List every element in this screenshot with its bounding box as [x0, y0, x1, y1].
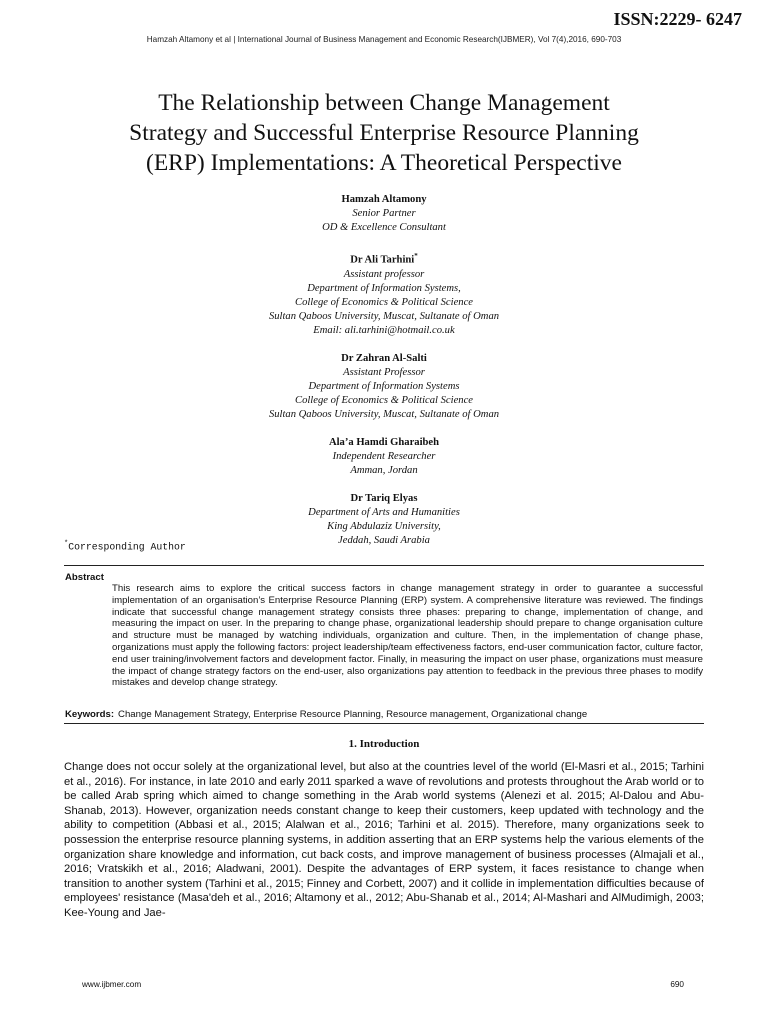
footer-website[interactable]: www.ijbmer.com	[82, 980, 142, 989]
author-affiliation: Jeddah, Saudi Arabia	[338, 534, 430, 546]
author-affiliation: College of Economics & Political Science	[295, 296, 473, 308]
abstract-top-rule	[64, 565, 704, 566]
author-affiliation: Assistant professor	[343, 268, 425, 280]
author-name: Hamzah Altamony	[341, 194, 427, 205]
abstract-label: Abstract	[65, 572, 104, 583]
corresponding-label: Corresponding Author	[68, 541, 186, 553]
author-name-text: Dr Ali Tarhini	[350, 254, 415, 266]
author-block	[134, 436, 634, 478]
author-affiliation: Amman, Jordan	[350, 464, 418, 476]
page-number: 690	[670, 980, 684, 989]
author-block	[134, 249, 634, 338]
corresponding-marker: *	[414, 252, 418, 260]
corresponding-marker: *	[64, 540, 69, 548]
author-block	[134, 352, 634, 422]
author-name: Dr Tariq Elyas	[350, 492, 418, 504]
author-affiliation: King Abdulaziz University,	[327, 520, 441, 532]
author-affiliation: Senior Partner	[352, 208, 416, 219]
introduction-text: Change does not occur solely at the organizational level, but also at the countries level of the world (El-Masri et al., 2015; Tarhini et al., 2016). For instance, in late 2010 and early 2011 sparked a wave of revolutions and protests throughout the Arab world or to be called Arab spring which aimed to change something in the Arab world systems (Alenezi et al. 2015; Al-Dalou and Abu-Shanab, 2013). However, organization needs constant change to keep their customers, keep updated with technology and the ability to competition (Abbasi et al., 2015; Alalwan et al., 2016; Tarhini et al. 2015). Therefore, many organizations seek to possession the enterprise resource planning systems, in addition asserting that an ERP systems help the various elements of the organization share knowledge and information, cut back costs, and improve management of business processes (Almajali et al., 2016; Vratskikh et al., 2016; Aladwani, 2001). Despite the advantages of ERP system, it faces resistance to change when transition to another system (Tarhini et al., 2015; Finney and Corbett, 2007) and it collide in implementation difficulties because of employees' resistance (Masa'deh et al., 2016; Altamony et al., 2012; Abu-Shanab et al., 2014; Al-Mashari and AlMudimigh, 2003; Kee-Young and Jae-	[64, 761, 704, 919]
keywords	[65, 709, 705, 720]
author-block	[134, 193, 634, 235]
abstract-text: This research aims to explore the critical success factors in change management strategy in order to guarantee a successful implementation of an organisation’s Enterprise Resource Planning (ERP) system. A comprehensive literature was reviewed. The findings indicate that successful change management strategy consists three phases: preparing to change, implementation of change, and measuring the impact on user. In the preparing to change phase, organizational leadership should prepare to change organisation culture and structure must be managed by watching individuals, organization and culture. Then, in the implementation of change phase, organizations must apply the following factors: project leadership/team effectiveness factors, end-user communication factor, culture factor, end user training/involvement factors and development factor. Finally, in measuring the impact on user phase, organizations must measure the impact of change strategy factors on the end-user, also organizations pay attention to feedback in the previous three phases to modify mistakes and develop change strategy.	[112, 583, 703, 689]
section-heading-introduction: 1. Introduction	[348, 738, 420, 750]
author-affiliation: Sultan Qaboos University, Muscat, Sultanate of Oman	[268, 408, 500, 420]
title-line: The Relationship between Change Management	[158, 90, 610, 116]
author-name: Dr Zahran Al-Salti	[341, 352, 427, 364]
author-affiliation: Independent Researcher	[332, 450, 436, 462]
author-name	[134, 249, 634, 268]
running-head: Hamzah Altamony et al | International Journal of Business Management and Economic Research(IJBMER), Vol 7(4),2016, 690-703	[146, 35, 622, 44]
author-block	[134, 492, 634, 548]
author-affiliation: Department of Information Systems,	[307, 282, 461, 294]
corresponding-author-note	[64, 540, 186, 552]
author-list	[134, 193, 634, 562]
author-affiliation: OD & Excellence Consultant	[322, 222, 446, 233]
keywords-text: Change Management Strategy, Enterprise Resource Planning, Resource management, Organizational change	[118, 709, 588, 720]
author-affiliation: Department of Arts and Humanities	[308, 506, 460, 518]
abstract-bottom-rule	[64, 723, 704, 724]
issn: ISSN:2229- 6247	[613, 9, 742, 29]
author-affiliation: College of Economics & Political Science	[295, 394, 473, 406]
title-line: Strategy and Successful Enterprise Resource Planning	[129, 120, 639, 146]
author-affiliation: Sultan Qaboos University, Muscat, Sultanate of Oman	[268, 310, 500, 322]
paper-title	[60, 88, 708, 178]
author-affiliation: Assistant Professor	[343, 366, 425, 378]
title-line: (ERP) Implementations: A Theoretical Perspective	[146, 150, 622, 176]
keywords-label: Keywords:	[65, 709, 115, 720]
author-name: Ala’a Hamdi Gharaibeh	[328, 436, 440, 448]
author-email[interactable]: Email: ali.tarhini@hotmail.co.uk	[313, 324, 455, 336]
author-affiliation: Department of Information Systems	[308, 380, 460, 392]
